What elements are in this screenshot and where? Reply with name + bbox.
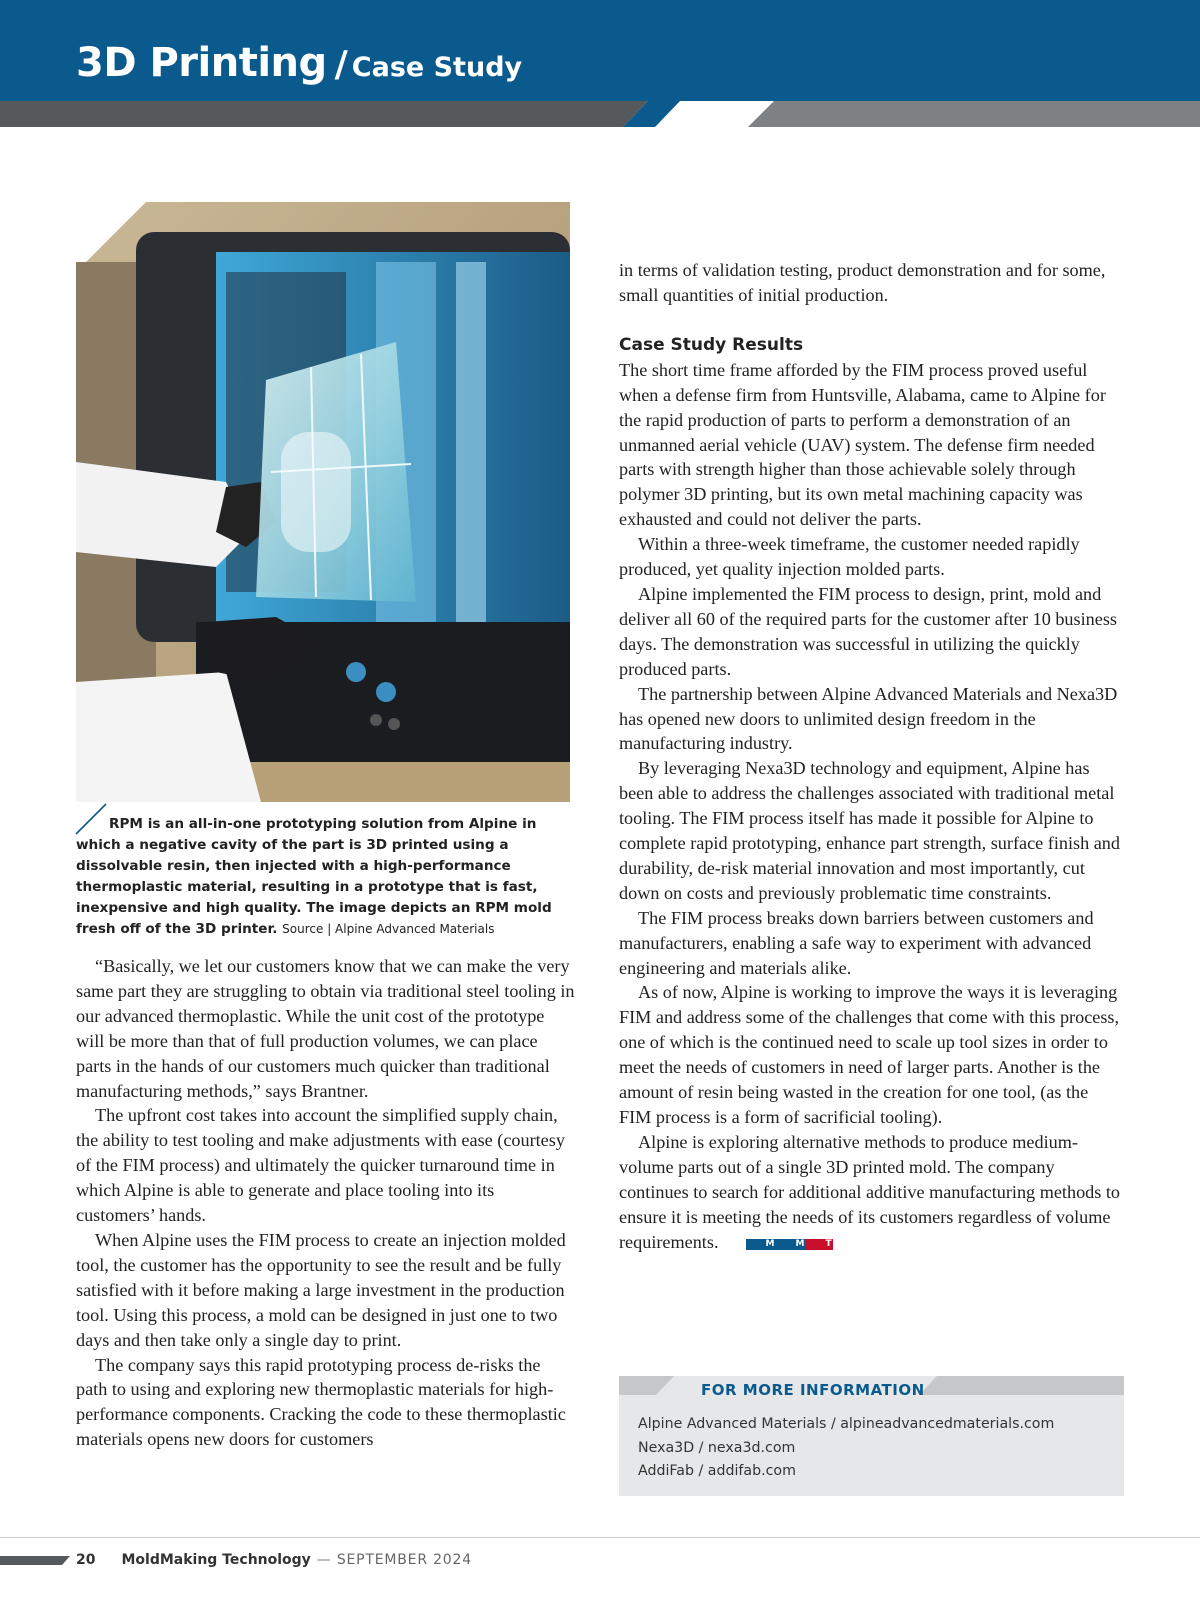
page-number: 20 xyxy=(76,1552,96,1568)
body-paragraph: As of now, Alpine is working to improve the ways it is leveraging FIM and address some of the challenges that come with this process, one of which is the continued need to scale up tool sizes in order to meet the needs of customers in need of larger parts. Another is the amount of resin being wasted in the creation for one tool, (as the FIM process is a form of sacrificial tooling). xyxy=(619,982,1120,1127)
info-line: AddiFab / addifab.com xyxy=(638,1463,796,1479)
page-footer xyxy=(76,1552,472,1568)
header-dark-stripe xyxy=(0,101,648,127)
body-paragraph: When Alpine uses the FIM process to create an injection molded tool, the customer has the opportunity to see the result and be fully satisfied with it before making a large investment in the production tool. Using this process, a mold can be designed in just one to two days and then take only a single day to print. xyxy=(76,1229,566,1350)
info-box-title: FOR MORE INFORMATION xyxy=(701,1381,925,1399)
magazine-name: MoldMaking Technology xyxy=(121,1552,311,1568)
caption-text: RPM is an all-in-one prototyping solution from Alpine in which a negative cavity of the part is 3D printed using a dissolvable resin, then injected with a high-performance thermoplastic material, resulting in a prototype that is fast, inexpensive and high quality. The image depicts an RPM mold fresh off of the 3D printer. xyxy=(76,816,552,937)
body-paragraph: The FIM process breaks down barriers between customers and manufacturers, enabling a safe way to experiment with advanced engineering and materials alike. xyxy=(619,907,1094,978)
footer-divider xyxy=(0,1537,1200,1538)
end-mark-icon xyxy=(727,1239,833,1250)
end-mark-letter: T xyxy=(805,1239,832,1250)
body-paragraph: The upfront cost takes into account the simplified supply chain, the ability to test tooling and make adjustments with ease (courtesy of the FIM process) and ultimately the quicker turnaround time in which Alpine is able to generate and place tooling into its customers’ hands. xyxy=(76,1105,565,1226)
body-paragraph-final xyxy=(619,1130,1124,1255)
title-separator: / xyxy=(334,44,348,85)
issue-date: SEPTEMBER 2024 xyxy=(336,1552,472,1568)
footer-accent-bar xyxy=(0,1556,72,1566)
footer-dash: — xyxy=(316,1552,331,1568)
caption-slash-icon xyxy=(74,802,110,836)
article-right-column xyxy=(619,258,1124,1254)
figure-photo xyxy=(76,202,570,802)
section-title: 3D Printing xyxy=(76,40,327,86)
body-paragraph: “Basically, we let our customers know that we can make the very same part they are struggling to obtain via traditional steel tooling in our advanced thermoplastic. While the unit cost of the prototype will be more than that of full production volumes, we can place parts in the hands of our customers much quicker than traditional manufacturing methods,” says Brantner. xyxy=(76,956,575,1101)
body-paragraph: Alpine implemented the FIM process to design, print, mold and deliver all 60 of the required parts for the customer after 10 business days. The demonstration was successful in utilizing the quickly produced parts. xyxy=(619,583,1117,679)
article-left-column xyxy=(76,954,576,1452)
final-paragraph-text: Alpine is exploring alternative methods to produce medium-volume parts out of a single 3D printed mold. The company continues to search for additional additive manufacturing methods to ensure it is meeting the needs of its customers regardless of volume requirements. xyxy=(619,1131,1121,1252)
end-mark-letter: M xyxy=(775,1239,805,1250)
more-info-box xyxy=(619,1376,1124,1496)
header-gray-stripe xyxy=(748,101,1200,127)
info-box-list xyxy=(638,1413,1054,1484)
end-mark-letter: M xyxy=(746,1239,776,1250)
body-paragraph: The partnership between Alpine Advanced Materials and Nexa3D has opened new doors to unlimited design freedom in the manufacturing industry. xyxy=(619,683,1118,754)
body-paragraph: By leveraging Nexa3D technology and equipment, Alpine has been able to address the challenges associated with traditional metal tooling. The FIM process itself has made it possible for Alpine to complete rapid prototyping, enhance part strength, surface finish and durability, de-risk material innovation and most importantly, cut down on costs and previously problematic time constraints. xyxy=(619,758,1120,903)
info-line: Alpine Advanced Materials / alpineadvancedmaterials.com xyxy=(638,1416,1055,1432)
header-title xyxy=(76,40,522,86)
section-subtitle: Case Study xyxy=(351,52,523,83)
section-heading: Case Study Results xyxy=(619,334,804,355)
body-paragraph: Within a three-week timeframe, the customer needed rapidly produced, yet quality injection molded parts. xyxy=(619,534,1080,580)
caption-source: Source | Alpine Advanced Materials xyxy=(282,922,495,936)
body-paragraph: The short time frame afforded by the FIM process proved useful when a defense firm from Huntsville, Alabama, came to Alpine for the rapid production of parts to perform a demonstration of an unmanned aerial vehicle (UAV) system. The defense firm needed parts with strength higher than those achievable solely through polymer 3D printing, but its own metal machining capacity was exhausted and could not deliver the parts. xyxy=(619,359,1106,530)
figure-caption xyxy=(76,814,570,940)
body-paragraph-continued: in terms of validation testing, product demonstration and for some, small quantities of initial production. xyxy=(619,260,1106,305)
info-line: Nexa3D / nexa3d.com xyxy=(638,1439,796,1456)
body-paragraph: The company says this rapid prototyping process de-risks the path to using and exploring new thermoplastic materials for high-performance components. Cracking the code to these thermoplastic materials opens new doors for customers xyxy=(76,1354,566,1450)
